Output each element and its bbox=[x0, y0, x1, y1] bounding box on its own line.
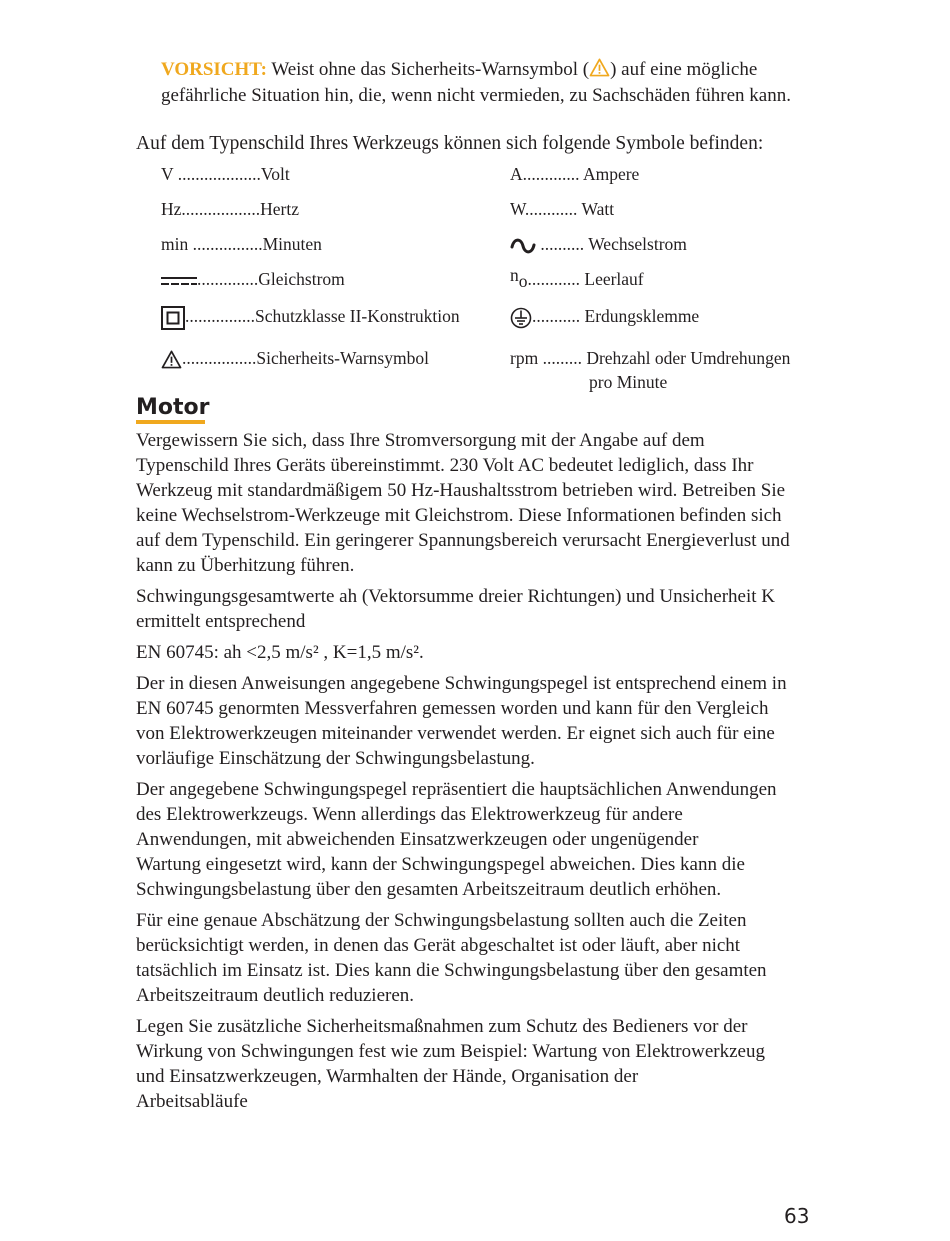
symbol-row-no-load: no............ Leerlauf bbox=[510, 265, 644, 291]
paragraph: EN 60745: ah <2,5 m/s² , K=1,5 m/s². bbox=[136, 642, 424, 663]
symbol-meaning: Volt bbox=[260, 164, 290, 184]
symbol-meaning: Ampere bbox=[582, 164, 640, 184]
symbols-intro: Auf dem Typenschild Ihres Werkzeugs können sich folgende Symbole befinden: bbox=[136, 133, 764, 154]
symbol-meaning: Wechselstrom bbox=[588, 234, 687, 254]
symbol-meaning: Hertz bbox=[260, 199, 300, 219]
symbol-row-ampere: A............. Ampere bbox=[510, 164, 640, 184]
symbol-meaning: Watt bbox=[581, 199, 615, 219]
paragraph: Legen Sie zusätzliche Sicherheitsmaßnahmen zum Schutz des Bedieners vor der Wirkung von Schwingungen fest wie zum Beispiel: Wartung von Elektrowerkzeug und Einsatzwerkzeugen, Warmhalten der Hände, Organisation der Arbeitsabläufe bbox=[136, 1016, 765, 1112]
class-two-icon bbox=[161, 306, 185, 330]
caution-note bbox=[161, 57, 821, 109]
symbol-meaning: Sicherheits-Warnsymbol bbox=[256, 348, 429, 368]
earth-terminal-icon bbox=[510, 307, 532, 329]
symbol-abbr: min bbox=[161, 234, 189, 254]
symbol-row-direct-current: ..............Gleichstrom bbox=[161, 268, 345, 290]
symbol-meaning: Erdungsklemme bbox=[584, 306, 700, 326]
symbol-abbr-sub: o bbox=[518, 271, 528, 291]
paragraph: Schwingungsgesamtwerte ah (Vektorsumme dreier Richtungen) und Unsicherheit K ermittelt entsprechend bbox=[136, 586, 775, 632]
symbol-abbr: W bbox=[510, 199, 525, 219]
paragraph: Für eine genaue Abschätzung der Schwingungsbelastung sollten auch die Zeiten berücksichtigt werden, in denen das Gerät abgeschaltet ist oder läuft, aber nicht tatsächlich im Einsatz ist. Dies kann die Schwingungsbelastung über den gesamten Arbeitszeitraum deutlich reduzieren. bbox=[136, 910, 767, 1006]
symbol-row-class-two: ................Schutzklasse II-Konstruktion bbox=[161, 305, 460, 330]
symbol-meaning: Gleichstrom bbox=[258, 269, 345, 289]
direct-current-icon bbox=[161, 275, 197, 287]
symbol-row-alternating-current: .......... Wechselstrom bbox=[510, 233, 687, 255]
warning-triangle-icon bbox=[589, 58, 610, 77]
caution-text-after: ) auf eine mögliche gefährliche Situation hin, die, wenn nicht vermieden, zu Sachschäden führen kann. bbox=[161, 59, 791, 106]
symbol-abbr: V bbox=[161, 164, 174, 184]
symbol-row-rpm-continued bbox=[589, 371, 667, 393]
warning-triangle-icon bbox=[161, 350, 182, 369]
paragraph: Der angegebene Schwingungspegel repräsentiert die hauptsächlichen Anwendungen des Elektrowerkzeugs. Wenn allerdings das Elektrowerkzeug für andere Anwendungen, mit abweichenden Einsatzwerkzeugen oder ungenügender Wartung eingesetzt wird, kann der Schwingungspegel abweichen. Dies kann die Schwingungsbelastung über den gesamten Arbeitszeitraum deutlich erhöhen. bbox=[136, 779, 777, 900]
symbol-abbr: rpm bbox=[510, 348, 539, 368]
section-heading-motor: Motor bbox=[136, 395, 210, 420]
symbol-row-minutes: min ................Minuten bbox=[161, 234, 322, 254]
symbol-meaning: Schutzklasse II-Konstruktion bbox=[255, 306, 460, 326]
symbol-meaning: Drehzahl oder Umdrehungen bbox=[586, 348, 791, 368]
symbol-row-volt: V ...................Volt bbox=[161, 164, 290, 184]
symbol-abbr: A bbox=[510, 164, 523, 184]
heading-underline bbox=[136, 420, 205, 424]
page-number: 63 bbox=[784, 1204, 810, 1228]
symbol-row-hertz: Hz..................Hertz bbox=[161, 199, 300, 219]
symbol-abbr: n bbox=[510, 265, 519, 285]
symbol-abbr: Hz bbox=[161, 199, 182, 219]
motor-body bbox=[136, 428, 816, 1120]
symbol-meaning: Leerlauf bbox=[584, 269, 644, 289]
caution-label: VORSICHT: bbox=[161, 59, 267, 80]
paragraph: Der in diesen Anweisungen angegebene Schwingungspegel ist entsprechend einem in EN 60745 genormten Messverfahren gemessen worden und kann für den Vergleich von Elektrowerkzeugen miteinander verwendet werden. Er eignet sich auch für eine vorläufige Einschätzung der Schwingungsbelastung. bbox=[136, 673, 787, 769]
paragraph: Vergewissern Sie sich, dass Ihre Stromversorgung mit der Angabe auf dem Typenschild Ihres Geräts übereinstimmt. 230 Volt AC bedeutet lediglich, dass Ihr Werkzeug mit standardmäßigem 50 Hz-Haushaltsstrom betrieben wird. Betreiben Sie keine Wechselstrom-Werkzeuge mit Gleichstrom. Diese Informationen befinden sich auf dem Typenschild. Ein geringerer Spannungsbereich verursacht Energieverlust und kann zu Überhitzung führen. bbox=[136, 430, 790, 576]
symbol-row-watt: W............ Watt bbox=[510, 199, 615, 219]
symbol-meaning: pro Minute bbox=[589, 372, 668, 392]
alternating-current-icon bbox=[510, 237, 536, 255]
caution-text-before: Weist ohne das Sicherheits-Warnsymbol ( bbox=[266, 59, 590, 80]
symbol-row-earth-terminal: ........... Erdungsklemme bbox=[510, 305, 699, 329]
symbol-row-warning: .................Sicherheits-Warnsymbol bbox=[161, 347, 429, 369]
symbol-row-rpm: rpm ......... Drehzahl oder Umdrehungen bbox=[510, 348, 791, 368]
symbol-meaning: Minuten bbox=[262, 234, 322, 254]
